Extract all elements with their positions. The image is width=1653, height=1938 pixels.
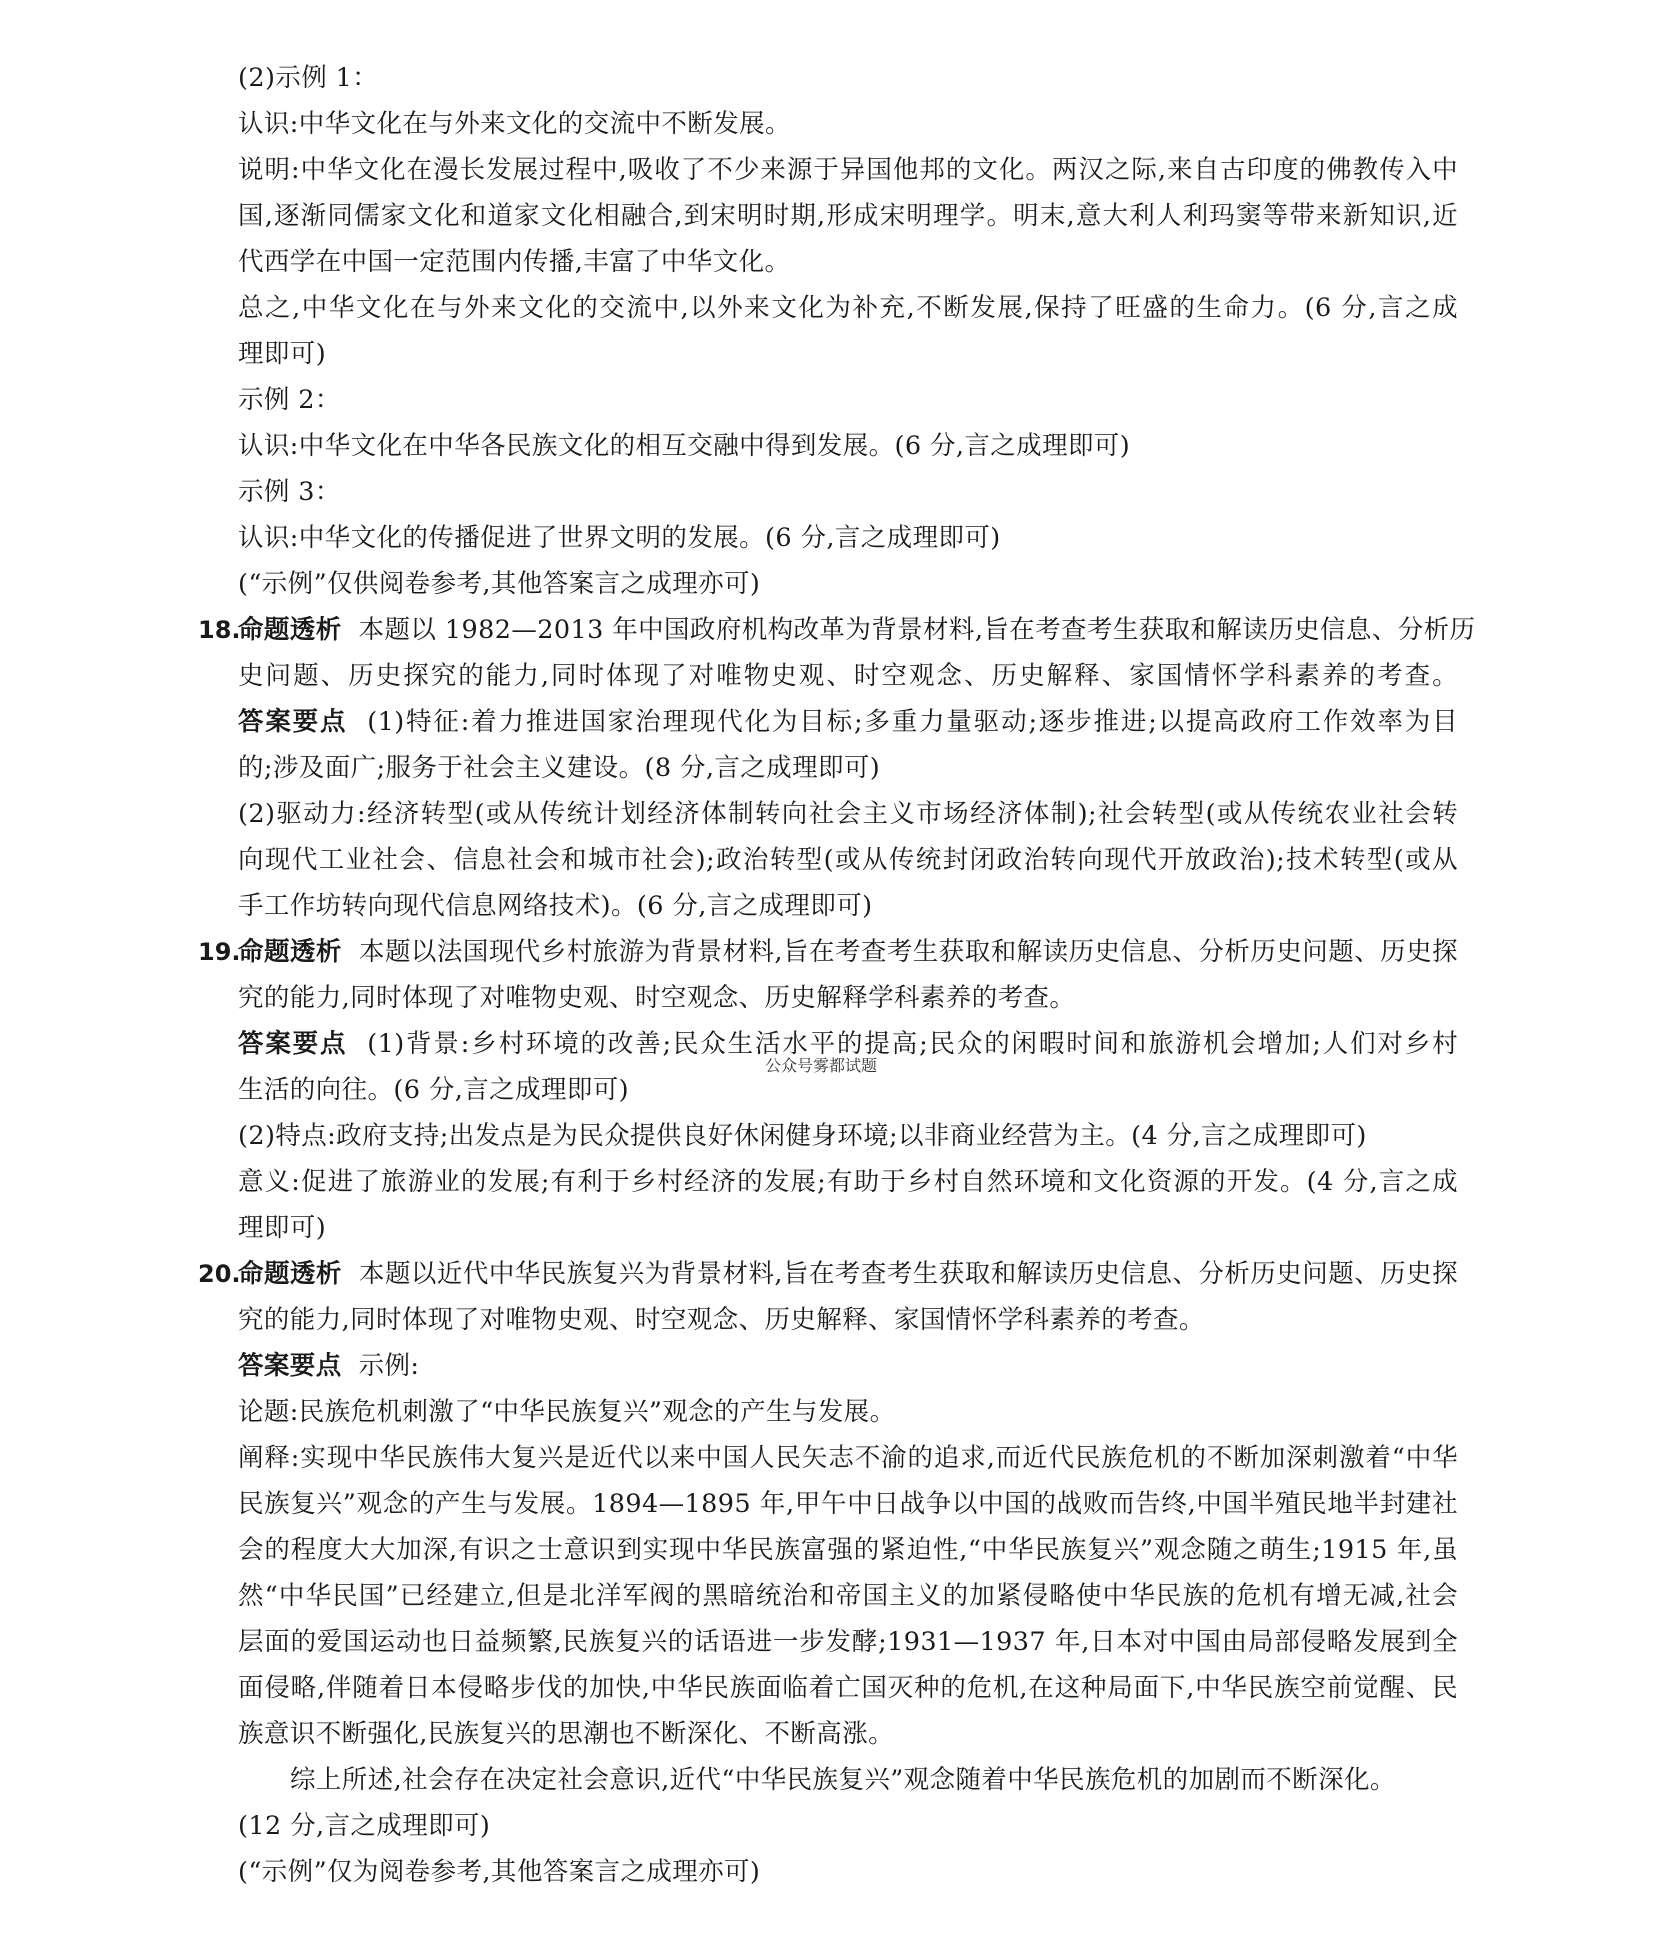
text-line: 手工作坊转向现代信息网络技术)。(6 分,言之成理即可): [238, 891, 873, 921]
text-line: [238, 929, 1458, 975]
text-line: 族意识不断强化,民族复兴的思潮也不断深化、不断高涨。: [238, 1719, 895, 1749]
text-span: (1)背景:乡村环境的改善;民众生活水平的提高;民众的闲暇时间和旅游机会增加;人们对乡村: [367, 1029, 1458, 1059]
text-span: (1)特征:着力推进国家治理现代化为目标;多重力量驱动;逐步推进;以提高政府工作效率为目: [367, 707, 1458, 737]
text-line: 层面的爱国运动也日益频繁,民族复兴的话语进一步发酵;1931—1937 年,日本对中国由局部侵略发展到全: [238, 1627, 1458, 1657]
text-line: 阐释:实现中华民族伟大复兴是近代以来中国人民矢志不渝的追求,而近代民族危机的不断加深刺激着“中华: [238, 1443, 1458, 1473]
text-line: 认识:中华文化在与外来文化的交流中不断发展。: [238, 109, 791, 139]
text-line: 综上所述,社会存在决定社会意识,近代“中华民族复兴”观念随着中华民族危机的加剧而不断深化。: [290, 1765, 1396, 1795]
text-span: 本题以 1982—2013 年中国政府机构改革为背景材料,旨在考查考生获取和解读历史信息、分析历: [358, 615, 1476, 645]
question-number: 20.: [198, 1260, 241, 1288]
analysis-label: 命题透析: [238, 1259, 342, 1289]
text-line: 究的能力,同时体现了对唯物史观、时空观念、历史解释、家国情怀学科素养的考查。: [238, 1305, 1205, 1335]
text-line: 认识:中华文化在中华各民族文化的相互交融中得到发展。(6 分,言之成理即可): [238, 431, 1131, 461]
text-line: (“示例”仅为阅卷参考,其他答案言之成理亦可): [238, 1857, 761, 1887]
text-line: 示例 3：: [238, 477, 341, 507]
text-line: [238, 1251, 1458, 1297]
text-line: 理即可): [238, 339, 327, 369]
text-line: 认识:中华文化的传播促进了世界文明的发展。(6 分,言之成理即可): [238, 523, 1001, 553]
analysis-label: 命题透析: [238, 937, 342, 967]
text-line: 史问题、历史探究的能力,同时体现了对唯物史观、时空观念、历史解释、家国情怀学科素养的考查。: [238, 661, 1458, 691]
text-line: (2)驱动力:经济转型(或从传统计划经济体制转向社会主义市场经济体制);社会转型(或从传统农业社会转: [238, 799, 1458, 829]
text-line: [238, 1343, 1458, 1389]
text-line: [238, 699, 1458, 745]
watermark: 公众号雾都试题: [765, 1056, 878, 1075]
question-number: 19.: [198, 938, 241, 966]
answer-label: 答案要点: [238, 1351, 342, 1381]
analysis-label: 命题透析: [238, 615, 342, 645]
text-line: 代西学在中国一定范围内传播,丰富了中华文化。: [238, 247, 791, 277]
text-line: 论题:民族危机刺激了“中华民族复兴”观念的产生与发展。: [238, 1397, 896, 1427]
text-line: (12 分,言之成理即可): [238, 1811, 491, 1841]
text-line: 理即可): [238, 1213, 327, 1243]
text-line: 说明:中华文化在漫长发展过程中,吸收了不少来源于异国他邦的文化。两汉之际,来自古印度的佛教传入中: [238, 155, 1458, 185]
answer-label: 答案要点: [238, 707, 348, 737]
text-span: 本题以近代中华民族复兴为背景材料,旨在考查考生获取和解读历史信息、分析历史问题、历史探: [359, 1259, 1458, 1289]
text-line: 的;涉及面广;服务于社会主义建设。(8 分,言之成理即可): [238, 753, 881, 783]
text-line: (2)示例 1：: [238, 63, 379, 93]
text-line: 面侵略,伴随着日本侵略步伐的加快,中华民族面临着亡国灭种的危机,在这种局面下,中华民族空前觉醒、民: [238, 1673, 1458, 1703]
text-line: [238, 607, 1476, 653]
text-span: 示例:: [358, 1351, 420, 1381]
text-line: 总之,中华文化在与外来文化的交流中,以外来文化为补充,不断发展,保持了旺盛的生命力。(6 分,言之成: [238, 293, 1458, 323]
text-line: (2)特点:政府支持;出发点是为民众提供良好休闲健身环境;以非商业经营为主。(4 分,言之成理即可): [238, 1121, 1367, 1151]
question-number: 18.: [198, 616, 241, 644]
text-span: 本题以法国现代乡村旅游为背景材料,旨在考查考生获取和解读历史信息、分析历史问题、历史探: [359, 937, 1458, 967]
answer-label: 答案要点: [238, 1029, 348, 1059]
text-line: 会的程度大大加深,有识之士意识到实现中华民族富强的紧迫性,“中华民族复兴”观念随之萌生;1915 年,虽: [238, 1535, 1458, 1565]
text-line: 国,逐渐同儒家文化和道家文化相融合,到宋明时期,形成宋明理学。明末,意大利人利玛窦等带来新知识,近: [238, 201, 1458, 231]
text-line: 然“中华民国”已经建立,但是北洋军阀的黑暗统治和帝国主义的加紧侵略使中华民族的危机有增无减,社会: [238, 1581, 1458, 1611]
text-line: 民族复兴”观念的产生与发展。1894—1895 年,甲午中日战争以中国的战败而告终,中国半殖民地半封建社: [238, 1489, 1458, 1519]
text-line: 意义:促进了旅游业的发展;有利于乡村经济的发展;有助于乡村自然环境和文化资源的开发。(4 分,言之成: [238, 1167, 1458, 1197]
text-line: 示例 2：: [238, 385, 341, 415]
text-line: 向现代工业社会、信息社会和城市社会);政治转型(或从传统封闭政治转向现代开放政治);技术转型(或从: [238, 845, 1458, 875]
text-line: (“示例”仅供阅卷参考,其他答案言之成理亦可): [238, 569, 761, 599]
text-line: 生活的向往。(6 分,言之成理即可): [238, 1075, 630, 1105]
text-line: 究的能力,同时体现了对唯物史观、时空观念、历史解释学科素养的考查。: [238, 983, 1076, 1013]
